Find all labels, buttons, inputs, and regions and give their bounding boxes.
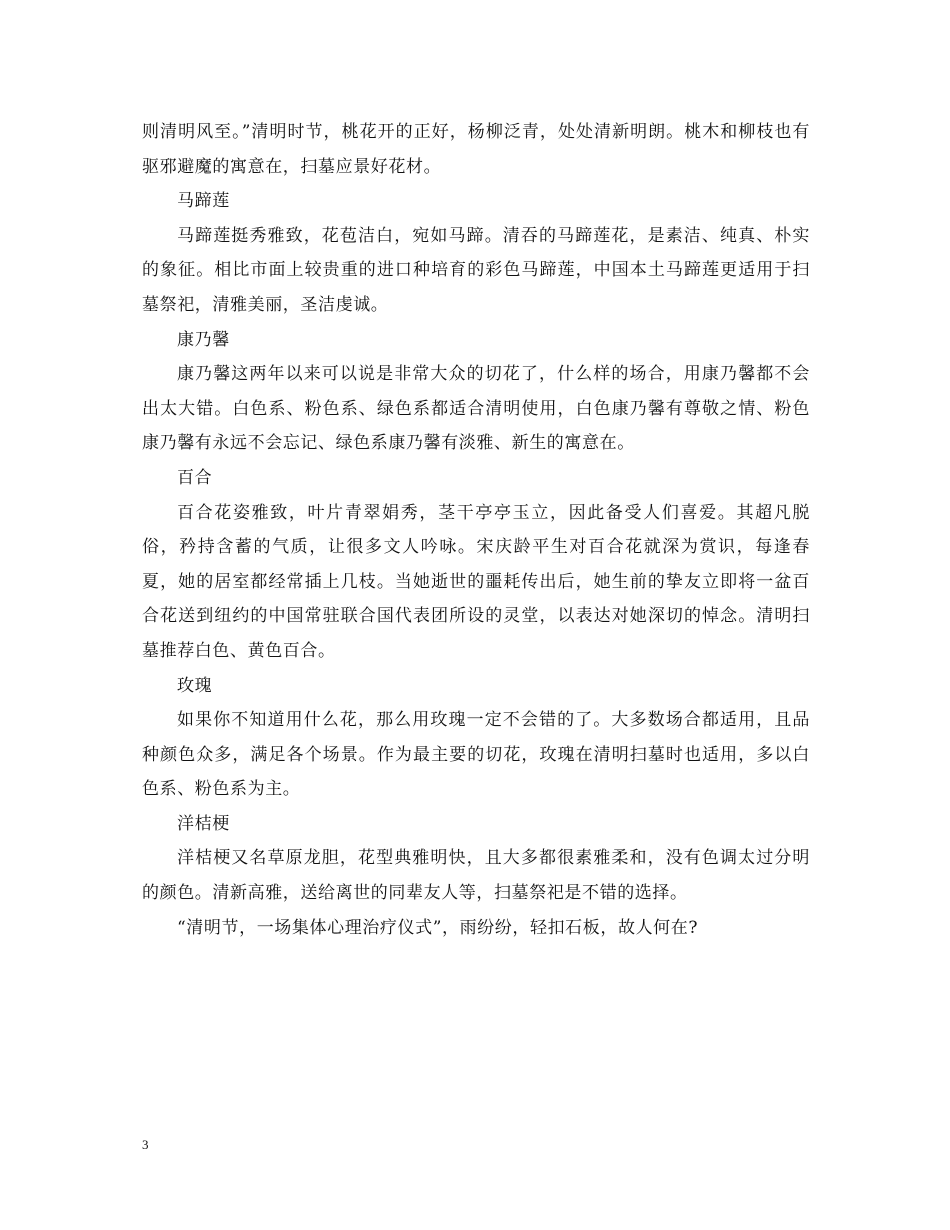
section-heading-calla-lily: 马蹄莲 bbox=[177, 191, 230, 212]
paragraph-lily: 百合花姿雅致，叶片青翠娟秀，茎干亭亭玉立，因此备受人们喜爱。其超凡脱俗，矜持含蓄的气质，让很多文人吟咏。宋庆龄平生对百合花就深为赏识，每逢春夏，她的居室都经常插上几枝。当她逝世的噩耗传出后，她生前的挚友立即将一盆百合花送到纽约的中国常驻联合国代表团所设的灵堂，以表达对她深切的悼念。清明扫墓推荐白色、黄色百合。 bbox=[142, 502, 810, 661]
section-heading-rose: 玫瑰 bbox=[177, 675, 213, 696]
paragraph-lisianthus: 洋桔梗又名草原龙胆，花型典雅明快，且大多都很素雅柔和，没有色调太过分明的颜色。清新高雅，送给离世的同辈友人等，扫墓祭祀是不错的选择。 bbox=[142, 848, 810, 904]
paragraph-calla-lily: 马蹄莲挺秀雅致，花苞洁白，宛如马蹄。清吞的马蹄莲花，是素洁、纯真、朴实的象征。相比市面上较贵重的进口种培育的彩色马蹄莲，中国本土马蹄莲更适用于扫墓祭祀，清雅美丽，圣洁虔诚。 bbox=[142, 225, 810, 315]
paragraph-carnation: 康乃馨这两年以来可以说是非常大众的切花了，什么样的场合，用康乃馨都不会出太大错。白色系、粉色系、绿色系都适合清明使用，白色康乃馨有尊敬之情、粉色康乃馨有永远不会忘记、绿色系康乃馨有淡雅、新生的寓意在。 bbox=[142, 364, 810, 454]
paragraph-intro-continuation: 则清明风至。”清明时节，桃花开的正好，杨柳泛青，处处清新明朗。桃木和柳枝也有驱邪避魔的寓意在，扫墓应景好花材。 bbox=[142, 122, 810, 177]
paragraph-rose: 如果你不知道用什么花，那么用玫瑰一定不会错的了。大多数场合都适用，且品种颜色众多，满足各个场景。作为最主要的切花，玫瑰在清明扫墓时也适用，多以白色系、粉色系为主。 bbox=[142, 710, 810, 800]
paragraph-closing: “清明节，一场集体心理治疗仪式”，雨纷纷，轻扣石板，故人何在? bbox=[177, 917, 699, 938]
body-text bbox=[142, 115, 810, 945]
page-number: 3 bbox=[142, 1137, 149, 1152]
section-heading-carnation: 康乃馨 bbox=[177, 329, 230, 350]
section-heading-lily: 百合 bbox=[177, 467, 213, 488]
section-heading-lisianthus: 洋桔梗 bbox=[177, 813, 230, 834]
